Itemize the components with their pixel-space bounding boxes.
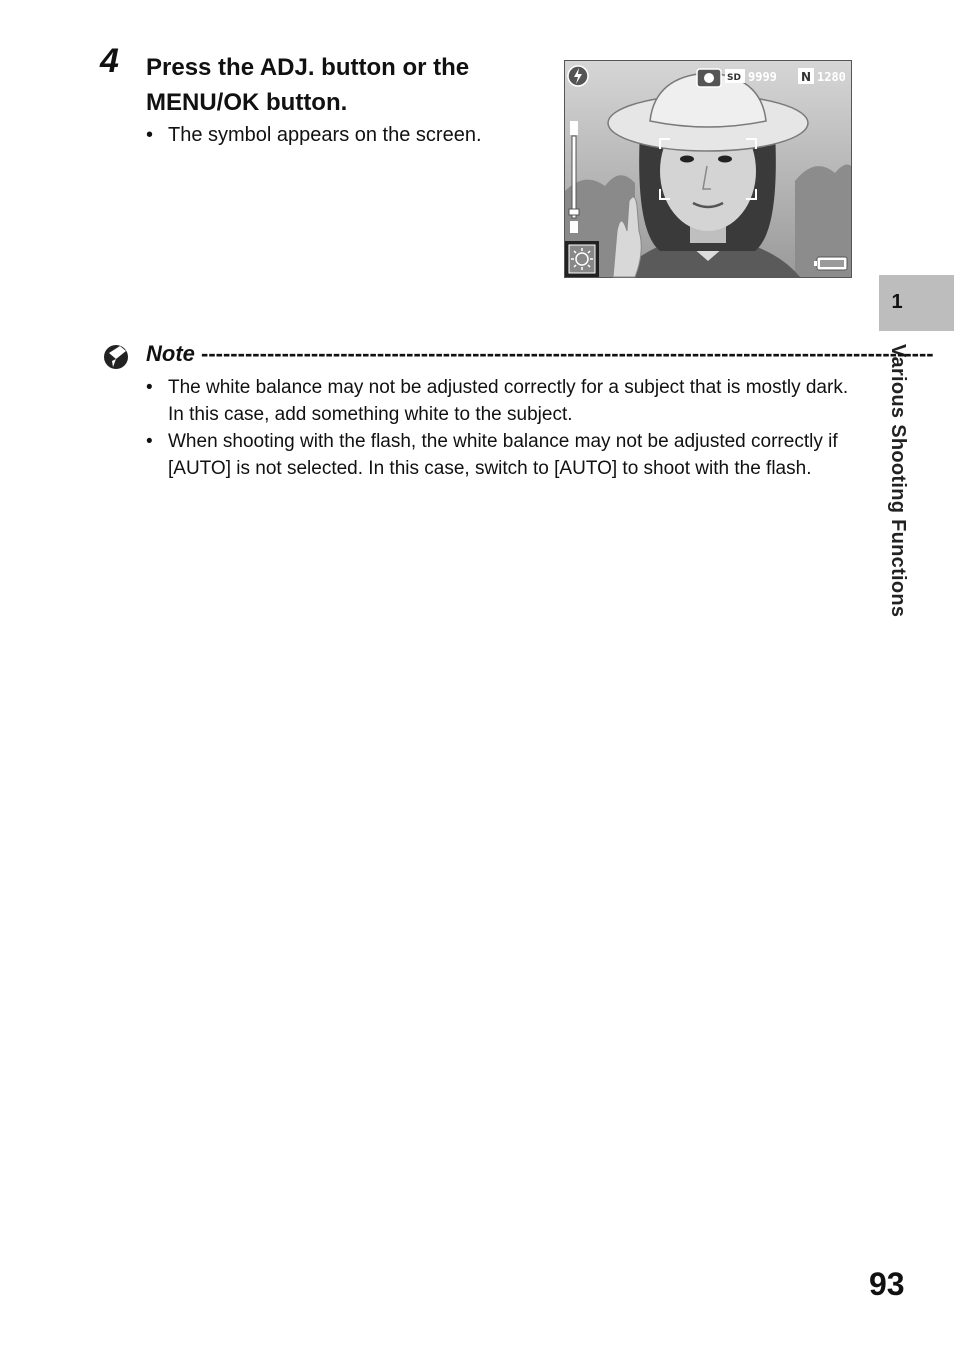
note-item: • The white balance may not be adjusted correctly for a subject that is mostly dark. In this case, add something white to the subject. <box>146 374 856 428</box>
chapter-tab <box>879 275 954 331</box>
page-number: 93 <box>869 1266 905 1302</box>
chapter-label: Various Shooting Functions <box>887 344 909 618</box>
person-eye-left <box>680 156 694 163</box>
quality-label: N <box>801 70 812 84</box>
note-icon <box>102 341 132 371</box>
note-heading-text: Note <box>146 341 195 366</box>
note-heading <box>146 341 934 369</box>
sd-card-icon <box>725 69 745 83</box>
battery-icon <box>814 257 847 270</box>
step-number: 4 <box>100 42 119 80</box>
flash-icon <box>568 66 588 86</box>
person-eye-right <box>718 156 732 163</box>
note-divider: ---------------------------------------------------------------------------------------------------- <box>194 341 934 366</box>
step-title: Press the ADJ. button or the MENU/OK button. <box>146 54 470 116</box>
note-item: • When shooting with the flash, the white balance may not be adjusted correctly if [AUTO] is not selected. In this case, switch to [AUTO] to shoot with the flash. <box>146 428 856 482</box>
sd-card-label: SD <box>727 73 741 83</box>
bullet-dot: • <box>146 124 154 146</box>
white-balance-icon <box>565 241 599 277</box>
chapter-number: 1 <box>891 291 903 313</box>
lcd-illustration <box>565 61 851 277</box>
note-list <box>146 374 856 482</box>
image-size: 1280 <box>817 70 846 84</box>
camera-lcd-screen <box>564 60 852 278</box>
quality-icon <box>798 68 814 84</box>
step-bullet-text: The symbol appears on the screen. <box>168 124 482 146</box>
camera-mode-icon <box>697 69 721 87</box>
step-bullet <box>146 124 482 147</box>
shots-remaining: 9999 <box>748 70 777 84</box>
